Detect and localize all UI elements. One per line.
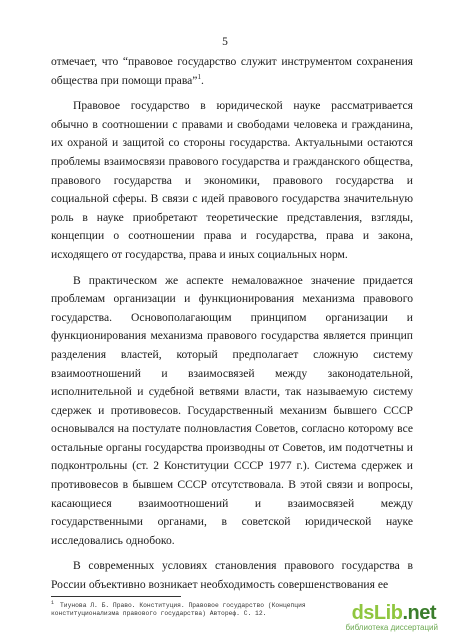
watermark-tagline: библиотека диссертаций xyxy=(345,623,438,632)
footnote-mark: 1 xyxy=(51,600,55,606)
page-number: 5 xyxy=(222,36,228,48)
watermark-brand xyxy=(352,602,436,625)
watermark-logo xyxy=(294,602,444,632)
paragraph-1: отмечает, что “правовое государство служит инструментом сохранения общества при помощи права”$^1$. xyxy=(51,55,413,87)
watermark-brand-main: dsLib xyxy=(351,602,403,624)
watermark-brand-tld: .net xyxy=(402,602,436,624)
footnote-text: Тиунова Л. Б. Право. Конституция. Правовое государство (Концепция конституционализма правового государства) Автореф. С. 12. xyxy=(51,602,306,617)
paragraph-4: В современных условиях становления правового государства в России объективно возникает необходимость совершенствования ее xyxy=(51,559,413,592)
paragraph-2: Правовое государство в юридической науке рассматривается обычно в соотношении с правами и свободами человека и гражданина, их охраной и защитой со стороны государства. Актуальными остаются проблемы взаимосвязи правового государства и гражданского общества, правового государства и экономики, правового государства и социальной сферы. В связи с идей правового государства значительную роль в науке приобретают теоретические представления, взгляды, концепции о соотношении права и государства, права и закона, исходящего от государства, права и иных социальных норм. xyxy=(51,99,413,261)
paragraph-3: В практическом же аспекте немаловажное значение придается проблемам организации и функционирования механизма правового государства. Основополагающим принципом организации и функционирования механизма правового государства является принцип разделения властей, который предполагает сложную систему взаимоотношений и взаимосвязей между законодательной, исполнительной и судебной ветвями власти, так называемую систему сдержек и противовесов. Государственный механизм бывшего СССР основывался на постулате полновластия Советов, согласно которому все остальные органы государства производны от Советов, им подотчетны и подконтрольны (ст. 2 Конституции СССР 1977 г.). Система сдержек и противовесов в бывшем СССР отсутствовала. В этой связи и вопросы, касающиеся взаимоотношений и взаимосвязей между государственными органами, в советской юридической науке исследовались однобоко. xyxy=(51,273,413,547)
paragraph-1-text: отмечает, что “правовое государство служит инструментом сохранения общества при помощи права” xyxy=(51,55,413,87)
footnote-divider xyxy=(51,596,181,597)
footnote-reference: 1 xyxy=(197,72,201,81)
body-text xyxy=(51,53,413,595)
